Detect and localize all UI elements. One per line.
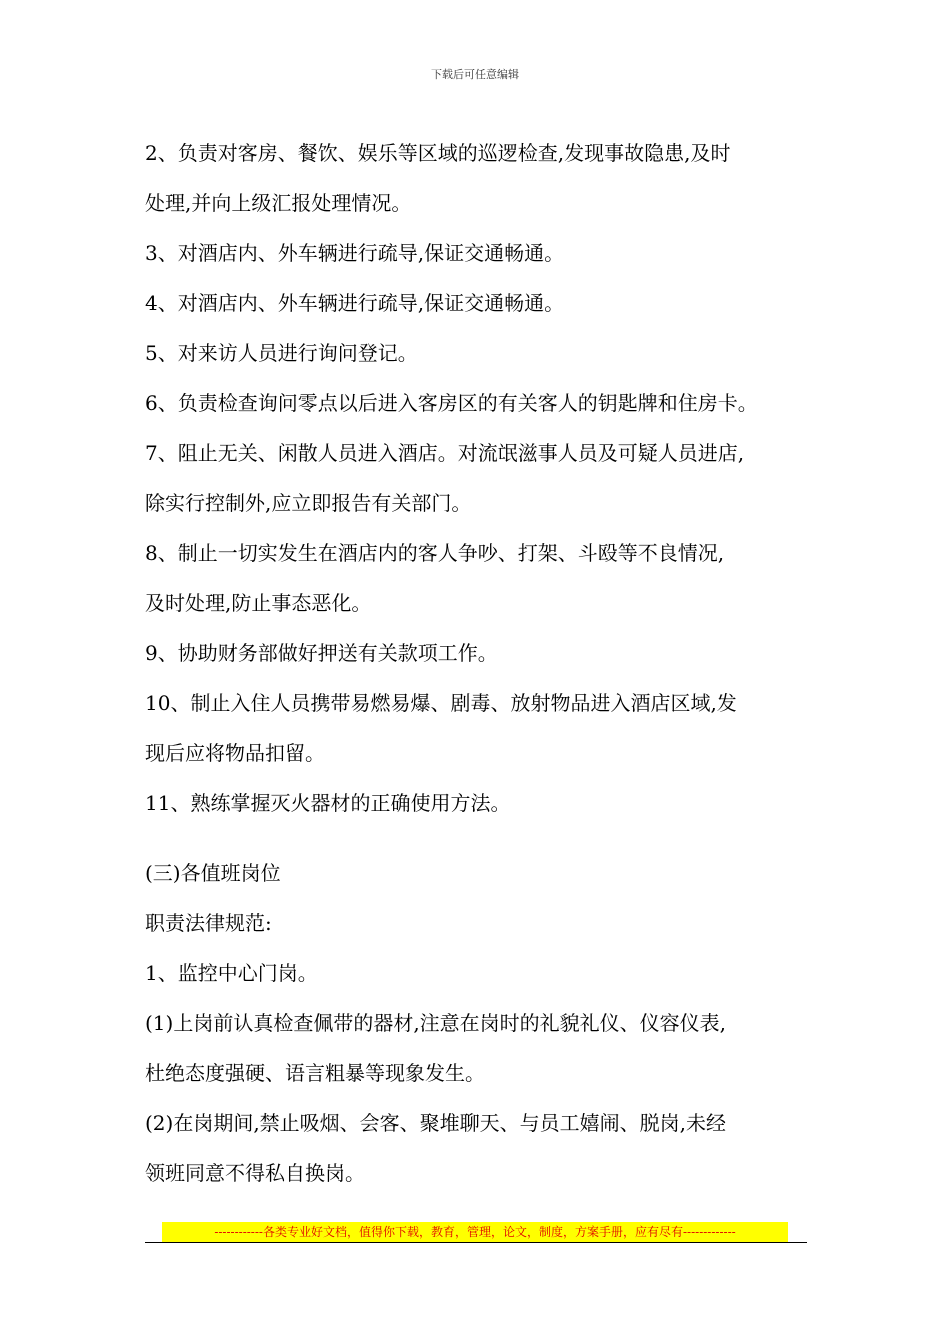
paragraph-line: 5、对来访人员进行询问登记。 — [145, 341, 418, 365]
paragraph-line: 7、阻止无关、闲散人员进入酒店。对流氓滋事人员及可疑人员进店, — [145, 441, 745, 465]
paragraph-line: (2)在岗期间,禁止吸烟、会客、聚堆聊天、与员工嬉闹、脱岗,未经 — [145, 1111, 727, 1135]
document-body — [145, 128, 825, 1198]
paragraph-line: 及时处理,防止事态恶化。 — [145, 591, 372, 615]
paragraph-line: 1、监控中心门岗。 — [145, 961, 318, 985]
paragraph-line: 8、制止一切实发生在酒店内的客人争吵、打架、斗殴等不良情况, — [145, 541, 725, 565]
paragraph-line: 3、对酒店内、外车辆进行疏导,保证交通畅通。 — [145, 241, 565, 265]
paragraph-line: 2、负责对客房、餐饮、娱乐等区域的巡逻检查,发现事故隐患,及时 — [145, 141, 731, 165]
paragraph-line: 11、熟练掌握灭火器材的正确使用方法。 — [145, 791, 511, 815]
paragraph-line: 处理,并向上级汇报处理情况。 — [145, 191, 412, 215]
paragraph-line: 9、协助财务部做好押送有关款项工作。 — [145, 641, 498, 665]
page-header: 下载后可任意编辑 — [431, 68, 519, 81]
paragraph-line: 除实行控制外,应立即报告有关部门。 — [145, 491, 472, 515]
paragraph-line: 杜绝态度强硬、语言粗暴等现象发生。 — [145, 1061, 485, 1085]
paragraph-line: 领班同意不得私自换岗。 — [145, 1161, 365, 1185]
paragraph-line: (1)上岗前认真检查佩带的器材,注意在岗时的礼貌礼仪、仪容仪表, — [145, 1011, 727, 1035]
paragraph-line: 6、负责检查询问零点以后进入客房区的有关客人的钥匙牌和住房卡。 — [145, 391, 758, 415]
section-heading: (三)各值班岗位 — [145, 861, 281, 885]
paragraph-line: 现后应将物品扣留。 — [145, 741, 325, 765]
paragraph-line: 职责法律规范: — [145, 911, 272, 935]
footer-banner: ------------各类专业好文档，值得你下载，教育，管理，论文，制度，方案手册，应有尽有------------- — [162, 1222, 788, 1242]
paragraph-line: 4、对酒店内、外车辆进行疏导,保证交通畅通。 — [145, 291, 565, 315]
footer-divider — [145, 1242, 807, 1243]
paragraph-line: 10、制止入住人员携带易燃易爆、剧毒、放射物品进入酒店区域,发 — [145, 691, 737, 715]
